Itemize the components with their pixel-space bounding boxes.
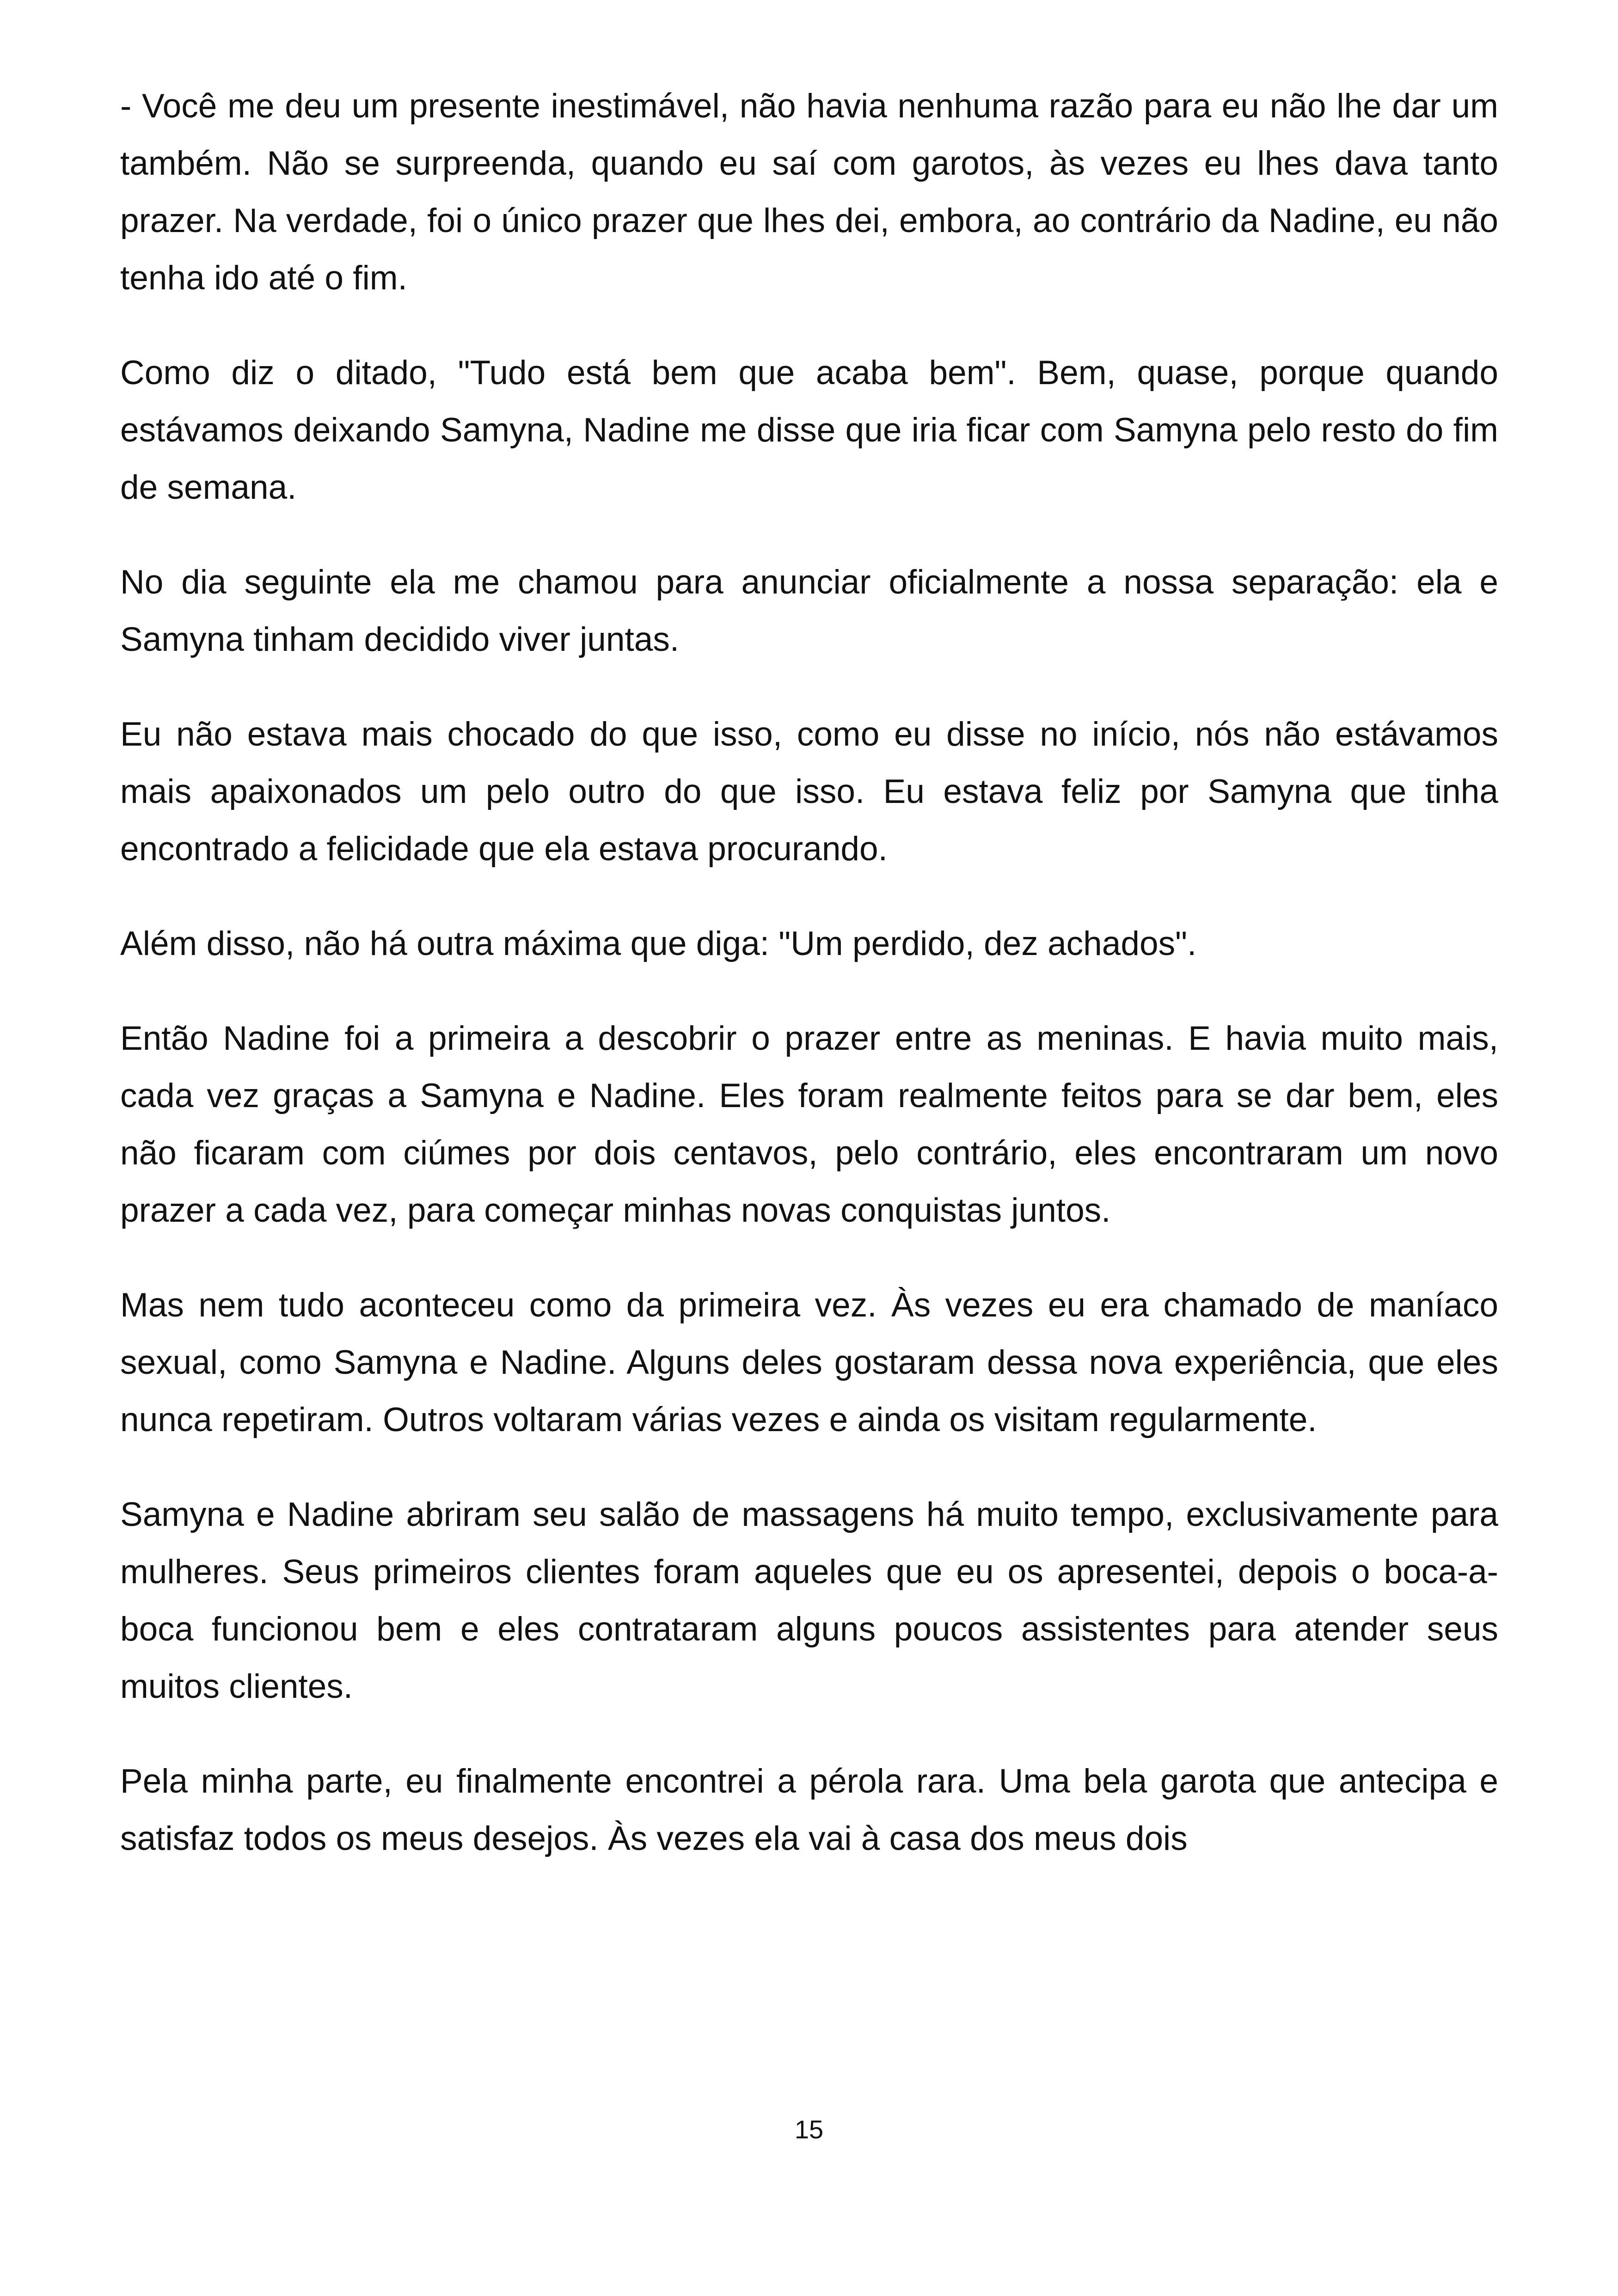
paragraph-6: Então Nadine foi a primeira a descobrir o prazer entre as meninas. E havia muito mais, cada vez graças a Samyna e Nadine. Eles foram realmente feitos para se dar bem, eles não ficaram com ciúmes por dois centavos, pelo contrário, eles encontraram um novo prazer a cada vez, para começar minhas novas conquistas juntos. xyxy=(120,1020,1498,1229)
page-number: 15 xyxy=(794,2115,824,2144)
paragraph-8: Samyna e Nadine abriram seu salão de massagens há muito tempo, exclusivamente para mulheres. Seus primeiros clientes foram aqueles que eu os apresentei, depois o boca-a-boca funcionou bem e eles contrataram alguns poucos assistentes para atender seus muitos clientes. xyxy=(120,1496,1498,1705)
paragraph-3: No dia seguinte ela me chamou para anunciar oficialmente a nossa separação: ela e Samyna tinham decidido viver juntas. xyxy=(120,563,1498,658)
paragraph-5: Além disso, não há outra máxima que diga: "Um perdido, dez achados". xyxy=(120,925,1197,962)
paragraph-7: Mas nem tudo aconteceu como da primeira vez. Às vezes eu era chamado de maníaco sexual, como Samyna e Nadine. Alguns deles gostaram dessa nova experiência, que eles nunca repetiram. Outros voltaram várias vezes e ainda os visitam regularmente. xyxy=(120,1286,1498,1439)
paragraph-2: Como diz o ditado, "Tudo está bem que acaba bem". Bem, quase, porque quando estávamos deixando Samyna, Nadine me disse que iria ficar com Samyna pelo resto do fim de semana. xyxy=(120,354,1498,506)
paragraph-9: Pela minha parte, eu finalmente encontrei a pérola rara. Uma bela garota que antecipa e satisfaz todos os meus desejos. Às vezes ela vai à casa dos meus dois xyxy=(120,1763,1498,1857)
body-text xyxy=(120,78,1498,1867)
paragraph-4: Eu não estava mais chocado do que isso, como eu disse no início, nós não estávamos mais apaixonados um pelo outro do que isso. Eu estava feliz por Samyna que tinha encontrado a felicidade que ela estava procurando. xyxy=(120,716,1498,868)
paragraph-1: - Você me deu um presente inestimável, não havia nenhuma razão para eu não lhe dar um também. Não se surpreenda, quando eu saí com garotos, às vezes eu lhes dava tanto prazer. Na verdade, foi o único prazer que lhes dei, embora, ao contrário da Nadine, eu não tenha ido até o fim. xyxy=(120,87,1498,297)
